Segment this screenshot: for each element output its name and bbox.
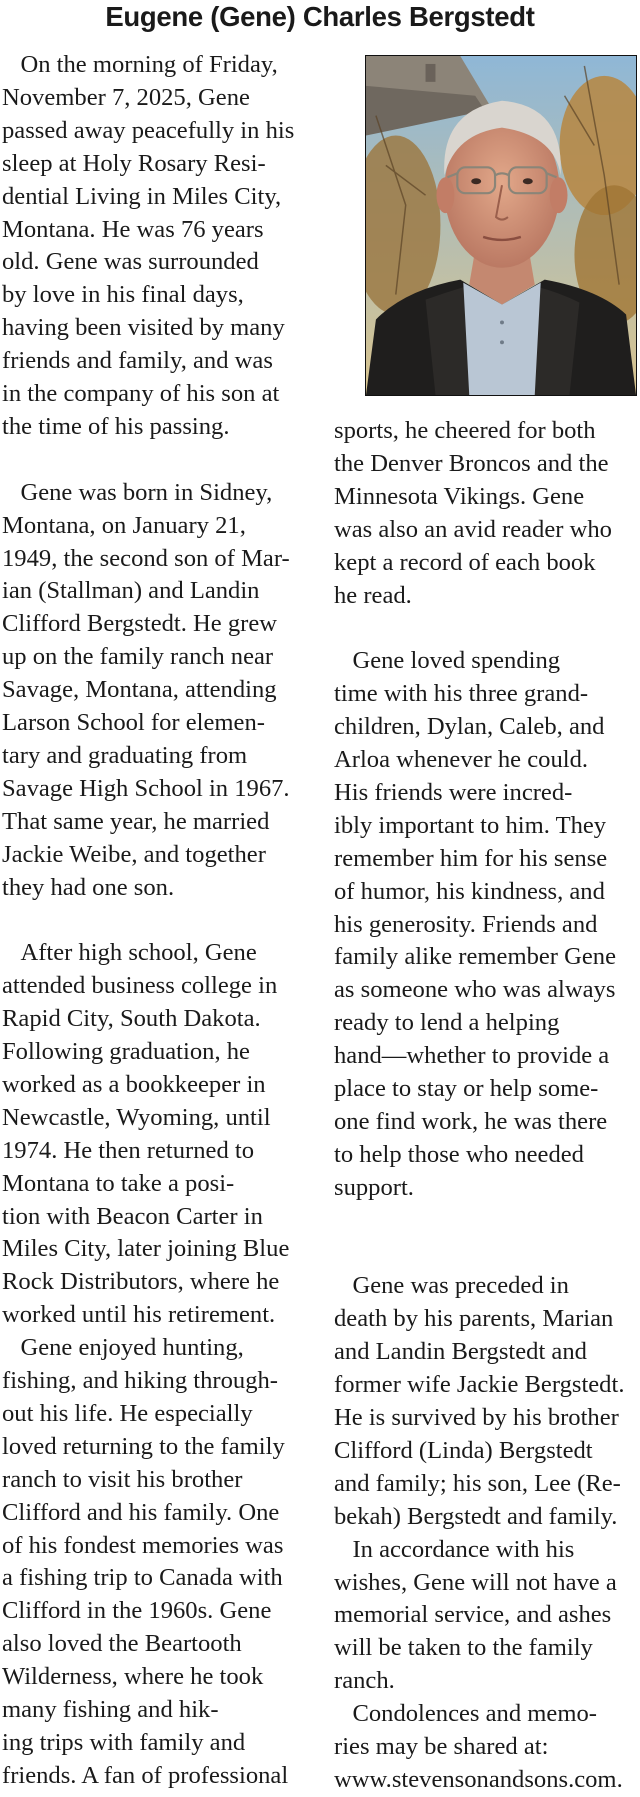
text-line: also loved the Beartooth bbox=[2, 1630, 242, 1658]
text-line: a fishing trip to Canada with bbox=[2, 1564, 283, 1592]
text-line: remember him for his sense bbox=[334, 844, 608, 872]
text-line: Following graduation, he bbox=[2, 1038, 250, 1065]
text-line: tion with Beacon Carter in bbox=[2, 1202, 263, 1230]
text-line: and Landin Bergstedt and bbox=[334, 1338, 587, 1366]
text-line: ian (Stallman) and Landin bbox=[2, 577, 260, 605]
text-line: support. bbox=[334, 1173, 414, 1201]
text-line: That same year, he married bbox=[2, 807, 270, 835]
text-line: his generosity. Friends and bbox=[334, 910, 598, 938]
text-line: 1949, the second son of Mar- bbox=[2, 544, 290, 572]
text-line: dential Living in Miles City, bbox=[2, 182, 282, 210]
text-line: Clifford in the 1960s. Gene bbox=[2, 1597, 272, 1625]
text-line: friends. A fan of professional bbox=[2, 1761, 289, 1789]
text-line: Wilderness, where he took bbox=[2, 1663, 264, 1691]
text-line: Savage, Montana, attending bbox=[2, 676, 277, 704]
text-line: wishes, Gene will not have a bbox=[334, 1568, 617, 1596]
text-line: His friends were incred- bbox=[334, 778, 573, 806]
text-line: in the company of his son at bbox=[2, 380, 280, 407]
text-line: Minnesota Vikings. Gene bbox=[334, 482, 585, 510]
text-line: was also an avid reader who bbox=[334, 515, 612, 543]
text-line: friends and family, and was bbox=[2, 347, 273, 375]
text-line: Gene loved spending bbox=[334, 647, 561, 675]
text-line: In accordance with his bbox=[334, 1535, 575, 1563]
text-line: sports, he cheered for both bbox=[334, 417, 596, 444]
text-line: former wife Jackie Bergstedt. bbox=[334, 1371, 625, 1399]
text-line: Montana, on January 21, bbox=[2, 511, 246, 539]
text-line: kept a record of each book bbox=[334, 548, 596, 576]
text-line: bekah) Bergstedt and family. bbox=[334, 1502, 618, 1530]
text-line: fishing, and hiking through- bbox=[2, 1367, 278, 1394]
text-line: one find work, he was there bbox=[334, 1107, 608, 1135]
text-line: Savage High School in 1967. bbox=[2, 774, 290, 802]
text-line: by love in his final days, bbox=[2, 281, 244, 309]
portrait-image bbox=[366, 56, 636, 395]
text-line: many fishing and hik- bbox=[2, 1696, 219, 1723]
text-line: Montana to take a posi- bbox=[2, 1169, 235, 1197]
text-line: family alike remember Gene bbox=[334, 943, 617, 971]
text-line: up on the family ranch near bbox=[2, 643, 274, 671]
text-line: memorial service, and ashes bbox=[334, 1601, 612, 1629]
text-line: After high school, Gene bbox=[2, 939, 257, 967]
text-line: having been visited by many bbox=[2, 314, 285, 342]
text-line: they had one son. bbox=[2, 873, 175, 901]
text-line: Arloa whenever he could. bbox=[334, 746, 589, 773]
portrait-photo bbox=[365, 55, 637, 396]
text-line: Jackie Weibe, and together bbox=[2, 840, 266, 868]
text-line: Montana. He was 76 years bbox=[2, 215, 264, 243]
text-line: to help those who needed bbox=[334, 1140, 584, 1168]
text-line: Condolences and memo- bbox=[334, 1700, 597, 1728]
text-line: Larson School for elemen- bbox=[2, 709, 265, 736]
text-line: and family; his son, Lee (Re- bbox=[334, 1469, 621, 1497]
text-line: ibly important to him. They bbox=[334, 811, 607, 839]
text-line: Clifford (Linda) Bergstedt bbox=[334, 1436, 593, 1464]
text-line: ranch to visit his brother bbox=[2, 1465, 243, 1493]
text-line: ready to lend a helping bbox=[334, 1009, 560, 1037]
text-line: out his life. He especially bbox=[2, 1399, 253, 1427]
text-line: as someone who was always bbox=[334, 976, 616, 1004]
text-line: worked as a bookkeeper in bbox=[2, 1070, 266, 1098]
text-line: Rapid City, South Dakota. bbox=[2, 1005, 261, 1033]
text-line: Clifford Bergstedt. He grew bbox=[2, 610, 278, 638]
text-line: Gene was born in Sidney, bbox=[2, 478, 273, 506]
text-line: tary and graduating from bbox=[2, 741, 248, 769]
text-line: sleep at Holy Rosary Resi- bbox=[2, 149, 266, 177]
text-line: the time of his passing. bbox=[2, 412, 230, 440]
text-line: worked until his retirement. bbox=[2, 1301, 276, 1329]
text-line: hand—whether to provide a bbox=[334, 1042, 610, 1070]
text-line: ries may be shared at: bbox=[334, 1733, 549, 1760]
text-line: children, Dylan, Caleb, and bbox=[334, 713, 605, 741]
text-line: Clifford and his family. One bbox=[2, 1498, 280, 1526]
text-line: ing trips with family and bbox=[2, 1728, 246, 1756]
text-line: Miles City, later joining Blue bbox=[2, 1235, 290, 1263]
text-line: Newcastle, Wyoming, until bbox=[2, 1103, 271, 1131]
text-line: of his fondest memories was bbox=[2, 1531, 284, 1559]
text-line: death by his parents, Marian bbox=[334, 1305, 614, 1333]
text-line: He is survived by his brother bbox=[334, 1404, 619, 1431]
text-line: place to stay or help some- bbox=[334, 1075, 599, 1102]
text-line: passed away peacefully in his bbox=[2, 116, 295, 144]
text-line: November 7, 2025, Gene bbox=[2, 83, 250, 111]
text-line: Rock Distributors, where he bbox=[2, 1268, 280, 1296]
text-line: the Denver Broncos and the bbox=[334, 449, 609, 477]
obituary-title: Eugene (Gene) Charles Bergstedt bbox=[105, 1, 535, 32]
text-line: of humor, his kindness, and bbox=[334, 877, 605, 905]
text-line: Gene was preceded in bbox=[334, 1272, 569, 1300]
text-line: 1974. He then returned to bbox=[2, 1136, 255, 1164]
text-line: loved returning to the family bbox=[2, 1432, 285, 1460]
text-line: attended business college in bbox=[2, 972, 278, 1000]
text-line: time with his three grand- bbox=[334, 680, 589, 708]
text-line: On the morning of Friday, bbox=[2, 51, 278, 78]
text-line: www.stevensonandsons.com. bbox=[334, 1765, 623, 1793]
text-line: Gene enjoyed hunting, bbox=[2, 1334, 244, 1362]
text-line: old. Gene was surrounded bbox=[2, 248, 259, 276]
text-line: he read. bbox=[334, 581, 412, 609]
text-line: ranch. bbox=[334, 1667, 395, 1695]
text-line: will be taken to the family bbox=[334, 1634, 593, 1662]
